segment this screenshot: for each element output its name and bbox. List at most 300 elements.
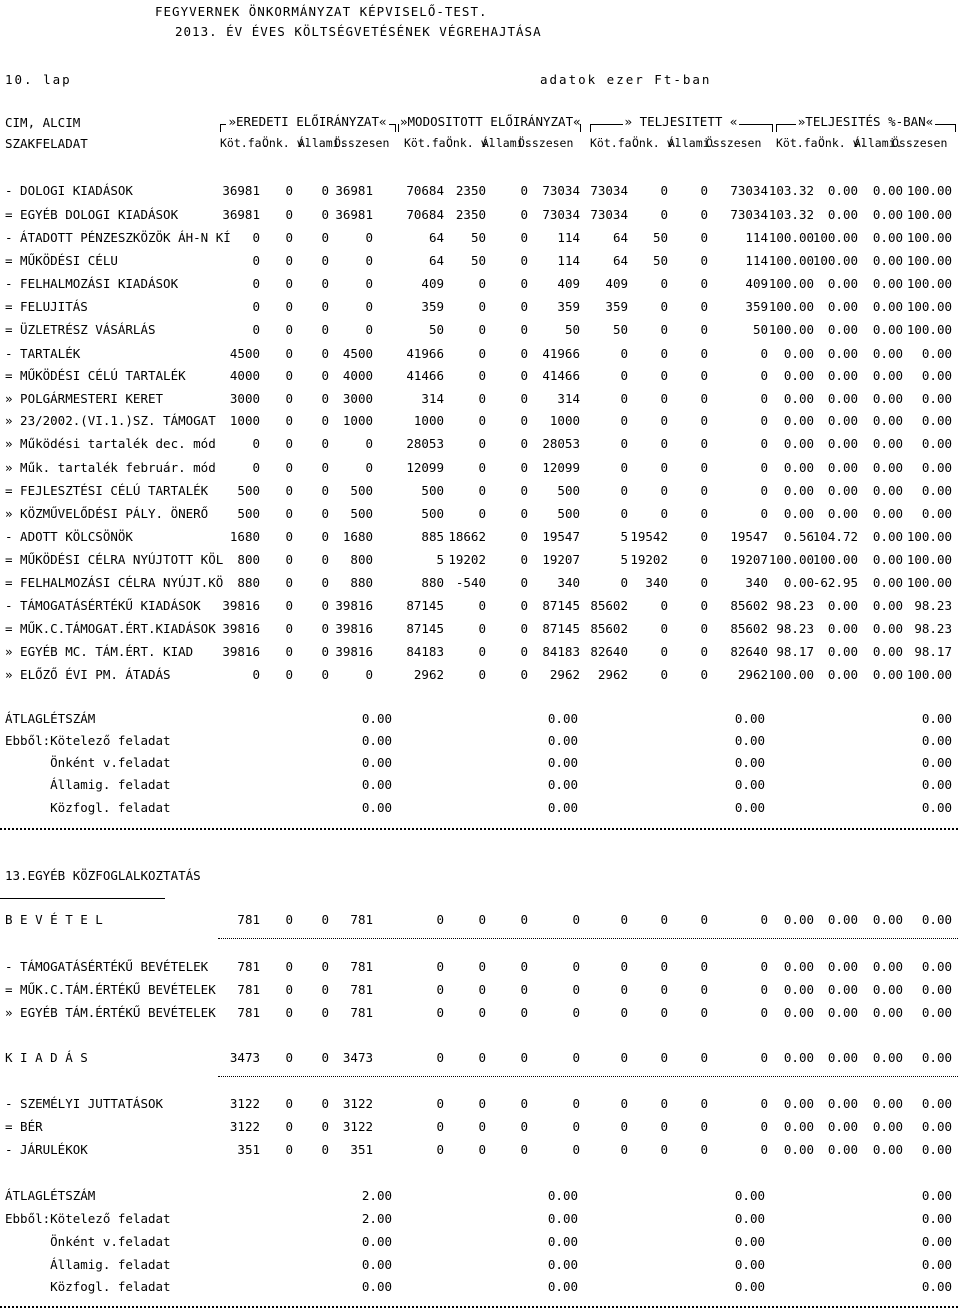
sub-header-label: Összesen (334, 136, 390, 150)
cell: 0 (285, 391, 293, 406)
cell: 0 (572, 1005, 580, 1020)
cell: 100.00 (906, 207, 952, 222)
cell: 0 (760, 346, 768, 361)
cell: 0 (321, 368, 329, 383)
cell: 0 (285, 183, 293, 198)
cell: 0.00 (783, 460, 814, 475)
cell: 50 (428, 322, 444, 337)
cell: 0 (520, 413, 528, 428)
cell: 0 (436, 1005, 444, 1020)
cell: 0 (478, 1119, 486, 1134)
table-row (0, 1141, 960, 1159)
cell: 0 (285, 506, 293, 521)
cell: 0 (572, 912, 580, 927)
cell: 39816 (222, 621, 260, 636)
staff-row (0, 1256, 960, 1274)
row-label: » ELŐZŐ ÉVI PM. ÁTADÁS (5, 667, 171, 682)
cell: 359 (421, 299, 444, 314)
cell: 0.00 (921, 1096, 952, 1111)
dotted-rule (218, 1076, 958, 1077)
cell: 0 (520, 959, 528, 974)
cell: 0 (700, 276, 708, 291)
cell: 0 (660, 346, 668, 361)
cell: 1680 (342, 529, 373, 544)
staff-row (0, 732, 960, 750)
table-row (0, 643, 960, 661)
staff-row (0, 1187, 960, 1205)
cell: 0 (520, 346, 528, 361)
row-label: B E V É T E L (5, 912, 103, 927)
row-label: » POLGÁRMESTERI KERET (5, 391, 164, 406)
cell: 0.00 (921, 436, 952, 451)
cell: 0 (620, 368, 628, 383)
staff-value: 0.00 (734, 800, 765, 815)
cell: 0 (285, 667, 293, 682)
table-row (0, 597, 960, 615)
cell: 73034 (590, 207, 628, 222)
cell: 0 (620, 460, 628, 475)
staff-value: 0.00 (734, 1211, 765, 1226)
cell: 0 (620, 483, 628, 498)
staff-label: Közfogl. feladat (5, 800, 171, 815)
cell: 0.00 (921, 346, 952, 361)
cell: 0 (620, 575, 628, 590)
cell: 0 (660, 1050, 668, 1065)
cell: -62.95 (812, 575, 858, 590)
cell: 0.00 (921, 483, 952, 498)
staff-value: 0.00 (921, 800, 952, 815)
staff-value: 0.00 (547, 755, 578, 770)
cell: 0 (700, 346, 708, 361)
cell: 0.00 (872, 912, 903, 927)
cell: 0.00 (872, 552, 903, 567)
staff-value: 0.00 (734, 733, 765, 748)
cell: 0 (700, 207, 708, 222)
cell: 41966 (406, 346, 444, 361)
row-label: - DOLOGI KIADÁSOK (5, 183, 133, 198)
cell: 18662 (448, 529, 486, 544)
cell: 0 (520, 667, 528, 682)
cell: 64 (612, 230, 628, 245)
cell: 87145 (542, 598, 580, 613)
unit-label: adatok ezer Ft-ban (540, 72, 712, 87)
cell: 0 (285, 529, 293, 544)
table-row (0, 505, 960, 523)
cell: 100.00 (812, 230, 858, 245)
cell: 0 (700, 253, 708, 268)
cell: 0 (321, 621, 329, 636)
cell: 0.00 (872, 207, 903, 222)
cell: 5 (620, 552, 628, 567)
sub-header-label: Állami. (668, 136, 717, 150)
cell: 85602 (590, 598, 628, 613)
cell: 0 (660, 207, 668, 222)
staff-value: 0.00 (547, 1234, 578, 1249)
cell: 0.00 (872, 575, 903, 590)
cell: 0 (520, 276, 528, 291)
table-row (0, 482, 960, 500)
cell: 0.00 (872, 413, 903, 428)
cell: 0.00 (827, 1050, 858, 1065)
cell: 0 (478, 413, 486, 428)
cell: 0 (520, 1119, 528, 1134)
row-label: = BÉR (5, 1119, 43, 1134)
cell: 84183 (542, 644, 580, 659)
staff-value: 0.00 (547, 1279, 578, 1294)
row-label: = MŰKÖDÉSI CÉLU (5, 253, 118, 268)
staff-row (0, 1233, 960, 1251)
cell: 0 (700, 183, 708, 198)
cell: 2350 (455, 207, 486, 222)
cell: 0 (252, 322, 260, 337)
cell: 39816 (335, 621, 373, 636)
cell: 73034 (730, 183, 768, 198)
row-label: = ÜZLETRÉSZ VÁSÁRLÁS (5, 322, 156, 337)
cell: 3473 (342, 1050, 373, 1065)
staff-value: 0.00 (921, 733, 952, 748)
cell: 0 (478, 598, 486, 613)
cell: 0 (321, 982, 329, 997)
cell: 0.00 (872, 483, 903, 498)
cell: 0 (660, 621, 668, 636)
cell: 0 (285, 368, 293, 383)
cell: 114 (557, 230, 580, 245)
cell: -540 (455, 575, 486, 590)
cell: 0 (660, 644, 668, 659)
table-row (0, 981, 960, 999)
row-label: = MŰK.C.TÁM.ÉRTÉKŰ BEVÉTELEK (5, 982, 216, 997)
staff-row (0, 776, 960, 794)
staff-value: 0.00 (547, 1211, 578, 1226)
cell: 885 (421, 529, 444, 544)
cell: 0.00 (827, 1119, 858, 1134)
row-label: - TARTALÉK (5, 346, 81, 361)
cell: 0.56 (783, 529, 814, 544)
cell: 1000 (413, 413, 444, 428)
cell: 0 (520, 1142, 528, 1157)
staff-value: 0.00 (547, 1188, 578, 1203)
cell: 340 (745, 575, 768, 590)
staff-value: 0.00 (734, 1234, 765, 1249)
staff-value: 2.00 (361, 1211, 392, 1226)
cell: 0 (321, 1050, 329, 1065)
staff-row (0, 754, 960, 772)
cell: 1000 (549, 413, 580, 428)
cell: 0 (321, 959, 329, 974)
table-row (0, 229, 960, 247)
cell: 0 (252, 460, 260, 475)
cell: 0 (252, 667, 260, 682)
cell: 0 (285, 552, 293, 567)
cell: 98.23 (776, 621, 814, 636)
cell: 0.00 (783, 506, 814, 521)
cell: 0 (760, 460, 768, 475)
staff-value: 0.00 (361, 1257, 392, 1272)
cell: 500 (237, 506, 260, 521)
cell: 0.00 (783, 1119, 814, 1134)
table-row (0, 321, 960, 339)
cell: 0 (660, 506, 668, 521)
row-label: » KÖZMŰVELŐDÉSI PÁLY. ÖNERŐ (5, 506, 209, 521)
cell: 0 (252, 253, 260, 268)
cell: 0 (520, 1096, 528, 1111)
staff-label: Ebből:Kötelező feladat (5, 1211, 171, 1226)
cell: 0 (478, 483, 486, 498)
cell: 85602 (730, 621, 768, 636)
cell: 0 (321, 391, 329, 406)
staff-label: Ebből:Kötelező feladat (5, 733, 171, 748)
sub-header-label: Állami. (482, 136, 531, 150)
cell: 0 (321, 598, 329, 613)
staff-value: 0.00 (921, 1211, 952, 1226)
cell: 0 (285, 322, 293, 337)
sub-header-label: Önk. v. (818, 136, 867, 150)
cell: 880 (237, 575, 260, 590)
cell: 50 (652, 253, 668, 268)
table-row (0, 252, 960, 270)
cell: 0.00 (827, 322, 858, 337)
sub-header-label: Köt.fa. (220, 136, 269, 150)
cell: 0 (321, 253, 329, 268)
cell: 0 (660, 598, 668, 613)
cell: 0 (478, 1050, 486, 1065)
cell: 0 (520, 552, 528, 567)
staff-value: 0.00 (921, 755, 952, 770)
cell: 64 (428, 230, 444, 245)
cell: 409 (745, 276, 768, 291)
cell: 314 (557, 391, 580, 406)
group-header-tick (776, 124, 777, 132)
cell: 0 (620, 506, 628, 521)
cell: 0.00 (872, 959, 903, 974)
cell: 0 (660, 322, 668, 337)
cell: 0 (700, 982, 708, 997)
group-header-tick (955, 124, 956, 132)
staff-row (0, 1210, 960, 1228)
cell: 0.00 (827, 982, 858, 997)
cell: 359 (557, 299, 580, 314)
cell: 500 (421, 483, 444, 498)
staff-label: Közfogl. feladat (5, 1279, 171, 1294)
cell: 0 (520, 982, 528, 997)
cell: 0 (436, 959, 444, 974)
cell: 0 (478, 621, 486, 636)
cell: 73034 (590, 183, 628, 198)
cell: 340 (645, 575, 668, 590)
cell: 0 (620, 912, 628, 927)
cell: 0 (620, 1050, 628, 1065)
cell: 0.00 (872, 1119, 903, 1134)
cell: 0 (321, 322, 329, 337)
cell: 2350 (455, 183, 486, 198)
cell: 0 (520, 322, 528, 337)
cell: 880 (421, 575, 444, 590)
group-header-tick (580, 124, 581, 132)
cell: 0 (321, 207, 329, 222)
cell: 0.00 (921, 1142, 952, 1157)
cell: 800 (350, 552, 373, 567)
cell: 0 (660, 959, 668, 974)
staff-value: 0.00 (361, 733, 392, 748)
cell: 0 (285, 982, 293, 997)
group-header-tick (395, 124, 396, 132)
cell: 98.17 (914, 644, 952, 659)
cell: 0 (365, 276, 373, 291)
cell: 19547 (542, 529, 580, 544)
cell: 36981 (335, 207, 373, 222)
cell: 50 (470, 253, 486, 268)
cell: 73034 (542, 183, 580, 198)
cell: 64 (428, 253, 444, 268)
cell: 0 (700, 506, 708, 521)
cell: 0.00 (872, 253, 903, 268)
group-header-tick (398, 124, 399, 132)
cell: 0 (620, 1005, 628, 1020)
cell: 0.00 (827, 391, 858, 406)
cell: 0 (572, 1096, 580, 1111)
table-row (0, 666, 960, 684)
table-row (0, 182, 960, 200)
cell: 0.00 (827, 667, 858, 682)
cell: 0.00 (921, 1119, 952, 1134)
cell: 0 (436, 1142, 444, 1157)
cell: 50 (652, 230, 668, 245)
cell: 0.00 (783, 368, 814, 383)
cell: 0 (520, 621, 528, 636)
staff-value: 0.00 (921, 1279, 952, 1294)
cell: 409 (557, 276, 580, 291)
table-row (0, 1118, 960, 1136)
cell: 0 (285, 1119, 293, 1134)
row-label: = MŰKÖDÉSI CÉLÚ TARTALÉK (5, 368, 186, 383)
cell: 0 (700, 413, 708, 428)
cell: 500 (557, 506, 580, 521)
cell: 0.00 (783, 575, 814, 590)
cell: 100.00 (906, 667, 952, 682)
cell: 114 (745, 230, 768, 245)
cell: 70684 (406, 183, 444, 198)
table-row (0, 367, 960, 385)
cell: 0.00 (872, 1005, 903, 1020)
cell: 781 (237, 959, 260, 974)
cell: 781 (237, 982, 260, 997)
cell: 3122 (342, 1119, 373, 1134)
cell: 28053 (406, 436, 444, 451)
group-header-label: »MODOSITOTT ELŐIRÁNYZAT« (400, 114, 581, 129)
staff-value: 0.00 (921, 1234, 952, 1249)
cell: 0 (365, 253, 373, 268)
staff-value: 0.00 (921, 1188, 952, 1203)
table-row (0, 435, 960, 453)
cell: 19547 (730, 529, 768, 544)
sub-header-label: Állami. (298, 136, 347, 150)
cell: 0 (660, 460, 668, 475)
cell: 0.00 (872, 982, 903, 997)
cell: 0 (478, 1096, 486, 1111)
cell: 0 (660, 183, 668, 198)
cell: 0 (478, 436, 486, 451)
cell: 0.00 (872, 346, 903, 361)
cell: 0 (321, 506, 329, 521)
cell: 0 (520, 644, 528, 659)
cell: 104.72 (812, 529, 858, 544)
cell: 0 (478, 959, 486, 974)
cell: 0 (321, 413, 329, 428)
group-header-tick (220, 124, 221, 132)
cell: 50 (564, 322, 580, 337)
cell: 781 (350, 1005, 373, 1020)
cell: 0.00 (783, 346, 814, 361)
cell: 0.00 (827, 959, 858, 974)
cell: 0 (572, 1119, 580, 1134)
cell: 0 (760, 1142, 768, 1157)
cell: 0 (478, 506, 486, 521)
cell: 3122 (229, 1119, 260, 1134)
cell: 3122 (229, 1096, 260, 1111)
cell: 2962 (413, 667, 444, 682)
cell: 0.00 (872, 506, 903, 521)
cell: 36981 (222, 183, 260, 198)
staff-label: ÁTLAGLÉTSZÁM (5, 1188, 96, 1203)
cell: 0.00 (827, 1096, 858, 1111)
cell: 4000 (229, 368, 260, 383)
staff-value: 0.00 (921, 711, 952, 726)
report-title: FEGYVERNEK ÖNKORMÁNYZAT KÉPVISELŐ-TEST. (155, 4, 488, 19)
cell: 0 (700, 1005, 708, 1020)
table-row (0, 298, 960, 316)
cell: 0 (365, 230, 373, 245)
staff-row (0, 710, 960, 728)
group-header-tick (772, 124, 773, 132)
cell: 12099 (542, 460, 580, 475)
cell: 73034 (730, 207, 768, 222)
cell: 0 (620, 391, 628, 406)
staff-value: 2.00 (361, 1188, 392, 1203)
sub-header-label: Köt.fa. (776, 136, 825, 150)
cell: 0 (620, 436, 628, 451)
staff-row (0, 799, 960, 817)
cell: 2962 (597, 667, 628, 682)
cell: 0 (478, 346, 486, 361)
cell: 0 (700, 1050, 708, 1065)
cell: 0 (700, 299, 708, 314)
cell: 0 (700, 598, 708, 613)
cell: 5 (436, 552, 444, 567)
staff-value: 0.00 (734, 1188, 765, 1203)
expense-total-row (0, 1049, 960, 1067)
cell: 0 (478, 322, 486, 337)
section-title-underline (0, 898, 165, 899)
cell: 39816 (222, 598, 260, 613)
cell: 0.00 (783, 959, 814, 974)
row-label: » Működési tartalék dec. mód (5, 436, 216, 451)
cell: 0 (321, 575, 329, 590)
cell: 0 (520, 299, 528, 314)
cell: 64 (612, 253, 628, 268)
cell: 500 (350, 483, 373, 498)
cell: 0 (478, 912, 486, 927)
cell: 100.00 (768, 253, 814, 268)
staff-value: 0.00 (734, 1257, 765, 1272)
cell: 500 (350, 506, 373, 521)
cell: 0 (285, 959, 293, 974)
cell: 0 (321, 1119, 329, 1134)
staff-value: 0.00 (361, 711, 392, 726)
cell: 0 (572, 959, 580, 974)
cell: 100.00 (812, 253, 858, 268)
cell: 4000 (342, 368, 373, 383)
cell: 41966 (542, 346, 580, 361)
